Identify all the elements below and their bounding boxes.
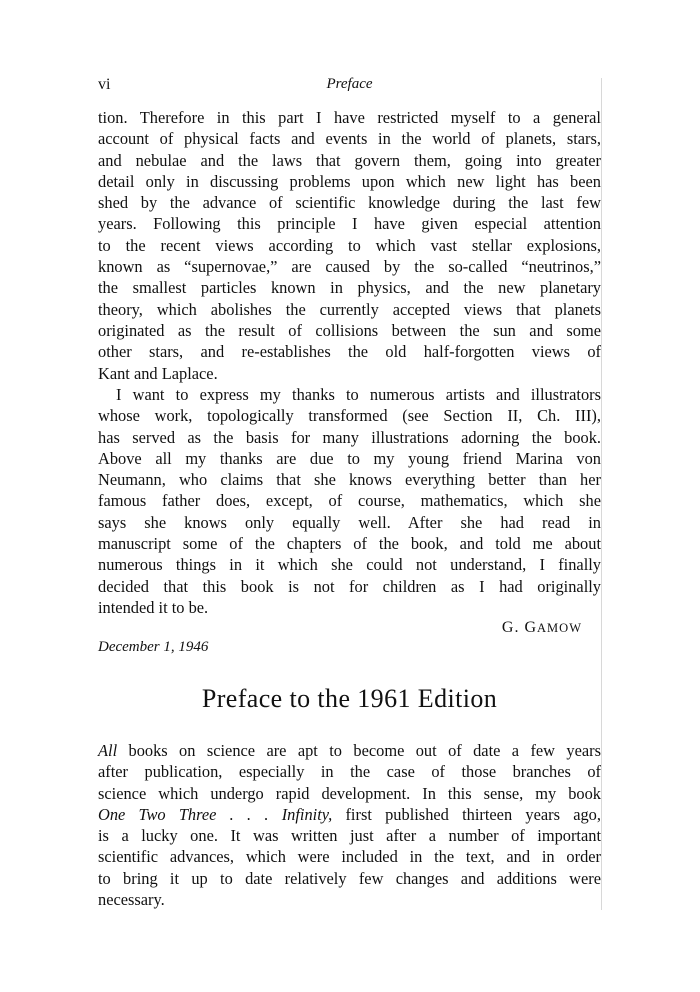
text-run: books on science are apt to become out of date a few years bbox=[117, 741, 601, 760]
text-line: account of physical facts and events in the world of planets, stars, bbox=[98, 129, 601, 149]
text-line: numerous things in it which she could not understand, I finally bbox=[98, 555, 601, 575]
text-line: known as “supernovae,” are caused by the so-called “neutrinos,” bbox=[98, 257, 601, 277]
page-edge-rule bbox=[601, 78, 602, 910]
author-signature bbox=[98, 619, 582, 637]
text-line: intended it to be. bbox=[98, 597, 209, 617]
text-line bbox=[98, 740, 601, 761]
text-line: whose work, topologically transformed (see Section II, Ch. III), bbox=[98, 406, 601, 426]
text-line: Above all my thanks are due to my young friend Marina von bbox=[98, 448, 601, 468]
paragraph-1961 bbox=[98, 740, 601, 910]
text-line: famous father does, except, of course, mathematics, which she bbox=[98, 491, 601, 511]
text-line: and nebulae and the laws that govern them, going into greater bbox=[98, 150, 601, 170]
book-title: One Two Three . . . Infinity, bbox=[98, 804, 333, 824]
text-line: is a lucky one. It was written just after a number of important bbox=[98, 826, 601, 846]
page-number: vi bbox=[98, 76, 111, 93]
text-line: other stars, and re-establishes the old half-forgotten views of bbox=[98, 342, 601, 362]
text-line: manuscript some of the chapters of the book, and told me about bbox=[98, 534, 601, 554]
signature-initial: G. G bbox=[501, 619, 538, 636]
text-line: after publication, especially in the case of those branches of bbox=[98, 762, 601, 782]
text-line bbox=[98, 804, 601, 825]
text-line: years. Following this principle I have given especial attention bbox=[98, 214, 601, 234]
text-line: detail only in discussing problems upon which new light has been bbox=[98, 171, 601, 191]
text-line: to the recent views according to which vast stellar explosions, bbox=[98, 235, 601, 255]
text-line: scientific advances, which were included in the text, and in order bbox=[98, 847, 601, 867]
text-line: has served as the basis for many illustrations adorning the book. bbox=[98, 427, 601, 447]
text-line: originated as the result of collisions between the sun and some bbox=[98, 320, 601, 340]
text-line: tion. Therefore in this part I have restricted myself to a general bbox=[98, 108, 601, 127]
text-line: Kant and Laplace. bbox=[98, 363, 218, 383]
text-line: necessary. bbox=[98, 890, 165, 910]
running-title: Preface bbox=[326, 76, 373, 92]
text-line: science which undergo rapid development. In this sense, my book bbox=[98, 783, 601, 803]
text-line: to bring it up to date relatively few changes and additions were bbox=[98, 868, 601, 888]
text-line: I want to express my thanks to numerous artists and illustrators bbox=[116, 385, 601, 404]
signature-rest: AMOW bbox=[537, 621, 582, 635]
text-line: the smallest particles known in physics, and the new planetary bbox=[98, 278, 601, 298]
text-line: says she knows only equally well. After she had read in bbox=[98, 512, 601, 532]
text-run: first published thirteen years ago, bbox=[332, 804, 601, 824]
text-line: theory, which abolishes the currently accepted views that planets bbox=[98, 299, 601, 319]
paragraph-acknowledgements bbox=[98, 384, 601, 618]
paragraph-continued bbox=[98, 107, 601, 384]
running-head bbox=[98, 76, 601, 98]
text-line: shed by the advance of scientific knowledge during the last few bbox=[98, 193, 601, 213]
text-line: decided that this book is not for children as I had originally bbox=[98, 576, 601, 596]
preface-date: December 1, 1946 bbox=[98, 639, 209, 655]
section-heading: Preface to the 1961 Edition bbox=[201, 684, 498, 713]
emphasis-first-word: All bbox=[98, 741, 118, 760]
text-line: Neumann, who claims that she knows everything better than her bbox=[98, 470, 601, 490]
